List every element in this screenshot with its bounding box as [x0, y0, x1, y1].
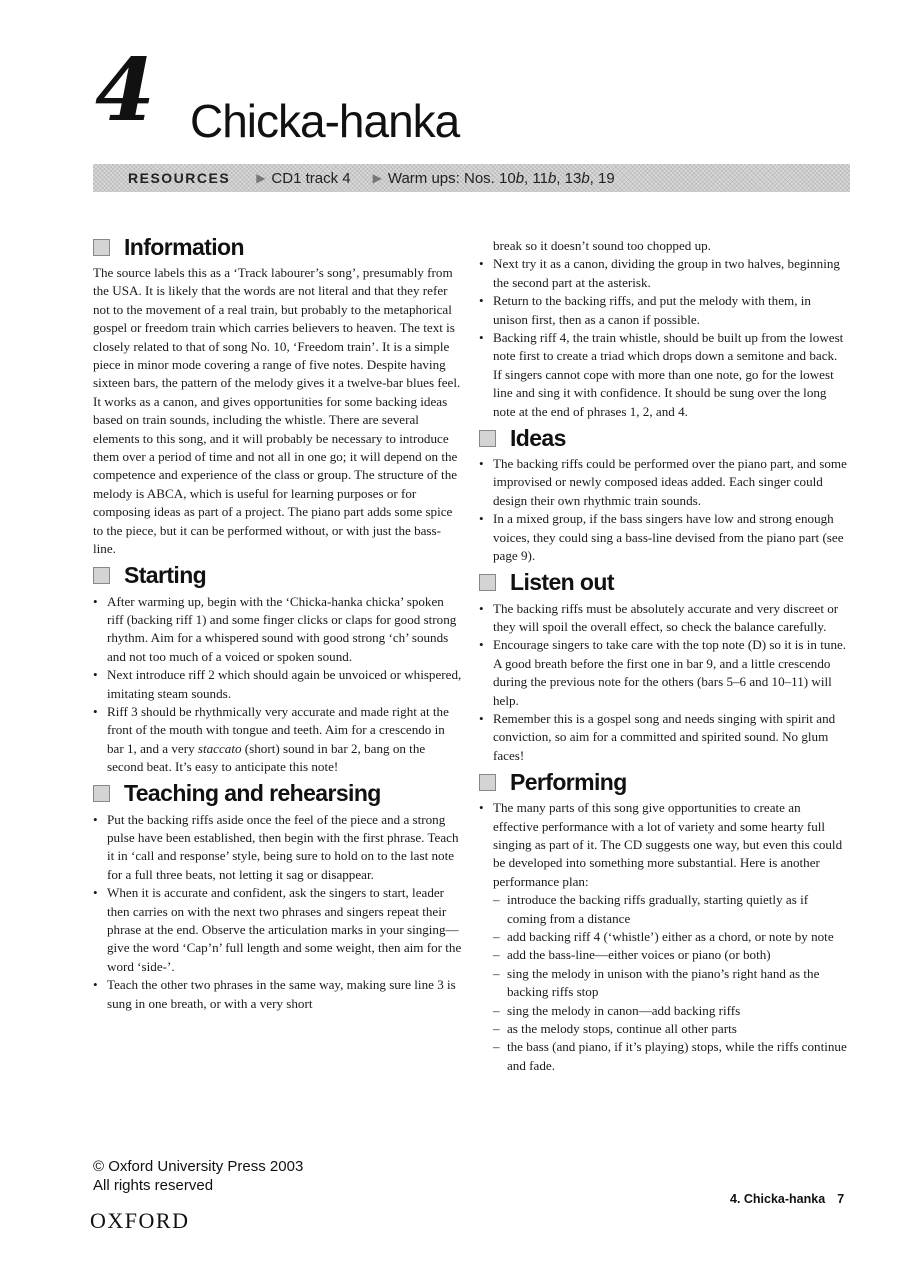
- teaching-continuation: break so it doesn’t sound too chopped up.: [493, 238, 711, 253]
- performance-plan-list: [479, 891, 847, 1075]
- right-triangle-icon: ▶: [256, 171, 266, 185]
- copyright-line: © Oxford University Press 2003: [93, 1158, 304, 1175]
- section-heading-teaching: Teaching and rehearsing: [93, 777, 463, 811]
- square-bullet-icon: [479, 430, 496, 447]
- square-bullet-icon: [479, 574, 496, 591]
- square-bullet-icon: [93, 567, 110, 584]
- resource-item-cd: [256, 170, 350, 187]
- list-item: – add backing riff 4 (‘whistle’) either as a chord, or note by note: [493, 928, 847, 946]
- list-item: – the bass (and piano, if it’s playing) stops, while the riffs continue and fade.: [493, 1038, 847, 1075]
- running-head: 4. Chicka-hanka: [730, 1192, 826, 1206]
- list-item: • After warming up, begin with the ‘Chicka-hanka chicka’ spoken riff (backing riff 1) and some finger clicks or claps for good strong rhythm. Aim for a whispered sound with good strong ‘ch’ sounds and not too much of a voiced or spoken sound.: [93, 593, 463, 667]
- list-item: • When it is accurate and confident, ask the singers to start, leader then carries on with the next two phrases and singers repeat their phrase at the end. Observe the articulation marks in your singing—give the word ‘Cap’n’ full length and some weight, then aim for the word ‘side-’.: [93, 884, 463, 976]
- list-item: • Remember this is a gospel song and needs singing with spirit and conviction, so aim for a committed and spirited sound. No glum faces!: [479, 710, 847, 765]
- list-item: • The many parts of this song give opportunities to create an effective performance with a lot of variety and some hearty full singing as part of it. The CD suggests one way, but even this could be developed into something more substantial. Here is another performance plan:: [479, 799, 847, 891]
- list-item: – sing the melody in canon—add backing riffs: [493, 1002, 847, 1020]
- resource-item-warmups: [373, 170, 615, 187]
- section-heading-information: Information: [93, 230, 463, 264]
- list-item: • Teach the other two phrases in the same way, making sure line 3 is sung in one breath, or with a very short: [93, 976, 463, 1013]
- resource-cd-text: CD1 track 4: [271, 169, 351, 187]
- list-item: • Riff 3 should be rhythmically very accurate and made right at the front of the mouth with tongue and teeth. Aim for a crescendo in bar 1, and a very staccato (short) sound in bar 2, bang on the second beat. It’s easy to anticipate this note!: [93, 703, 463, 777]
- list-item: • Next introduce riff 2 which should again be unvoiced or whispered, imitating steam sounds.: [93, 666, 463, 703]
- square-bullet-icon: [93, 785, 110, 802]
- list-item: – introduce the backing riffs gradually, starting quietly as if coming from a distance: [493, 891, 847, 928]
- information-body: The source labels this as a ‘Track labourer’s song’, presumably from the USA. It is likely that the words are not literal and that they refer not to the movement of a real train, but probably to the metaphorical gospel or freedom train which carries believers to heaven. The text is closely related to that of song No. 10, ‘Freedom train’. It is a simple piece in minor mode covering a range of five notes. Despite having sixteen bars, the pattern of the melody gives it a twelve-bar blues feel. It works as a canon, and gives opportunities for some backing ideas based on train sounds, including the whistle. There are several elements to this song, and it will probably be necessary to introduce them over a period of time and not all in one go; it will depend on the competence and experience of the class or group. The structure of the melody is ABCA, which is useful for learning purposes or for composing ideas as part of a project. The piano part adds some spice to the piece, but it can be performed without, or with just the bass-line.: [93, 265, 461, 557]
- section-heading-performing: Performing: [479, 765, 847, 799]
- section-heading-listen-out: Listen out: [479, 566, 847, 600]
- resource-warmups-text: Warm ups: Nos. 10b, 11b, 13b, 19: [387, 169, 615, 187]
- right-column: [479, 237, 847, 1075]
- right-triangle-icon: ▶: [372, 171, 382, 185]
- copyright-notice: [93, 1157, 303, 1195]
- chapter-title: Chicka-hanka: [190, 95, 460, 147]
- teaching-list-continued: [479, 255, 847, 421]
- list-item: • Backing riff 4, the train whistle, should be built up from the lowest note first to create a triad which drops down a semitone and back. If singers cannot cope with more than one note, go for the lowest line and sing it with confidence. It should be sung over the long note at the end of phrases 1, 2, and 4.: [479, 329, 847, 421]
- section-heading-ideas: Ideas: [479, 421, 847, 455]
- list-item: • Put the backing riffs aside once the feel of the piece and a strong pulse have been established, then begin with the first phrase. Teach it in ‘call and response’ style, being sure to hold on to the last note for a full three beats, not letting it sag or disappear.: [93, 811, 463, 885]
- list-item: • The backing riffs could be performed over the piano part, and some improvised or newly composed ideas added. Each singer could design their own rhythmic train sounds.: [479, 455, 847, 510]
- performing-list: [479, 799, 847, 891]
- left-column: [93, 230, 463, 1013]
- teaching-list: [93, 811, 463, 1013]
- square-bullet-icon: [479, 774, 496, 791]
- ideas-list: [479, 455, 847, 565]
- resources-label: RESOURCES: [128, 170, 231, 186]
- listen-out-list: [479, 600, 847, 766]
- starting-list: [93, 593, 463, 777]
- section-heading-starting: Starting: [93, 559, 463, 593]
- rights-line: All rights reserved: [93, 1177, 214, 1194]
- square-bullet-icon: [93, 239, 110, 256]
- list-item: • Return to the backing riffs, and put the melody with them, in unison first, then as a canon if possible.: [479, 292, 847, 329]
- list-item: – sing the melody in unison with the piano’s right hand as the backing riffs stop: [493, 965, 847, 1002]
- list-item: • Next try it as a canon, dividing the group in two halves, beginning the second part at the asterisk.: [479, 255, 847, 292]
- list-item: • The backing riffs must be absolutely accurate and very discreet or they will spoil the overall effect, so check the balance carefully.: [479, 600, 847, 637]
- page-number: 7: [837, 1192, 845, 1206]
- publisher-logo: OXFORD: [90, 1208, 190, 1233]
- list-item: • In a mixed group, if the bass singers have low and strong enough voices, they could sing a bass-line devised from the piano part (see page 9).: [479, 510, 847, 565]
- resources-bar: [93, 164, 850, 192]
- running-footer: [730, 1192, 844, 1206]
- chapter-number: 4: [95, 40, 155, 141]
- list-item: • Encourage singers to take care with the top note (D) so it is in tune. A good breath before the first one in bar 9, and a little crescendo during the previous note for the others (bars 5–6 and 10–11) will help.: [479, 636, 847, 710]
- list-item: – add the bass-line—either voices or piano (or both): [493, 946, 847, 964]
- list-item: – as the melody stops, continue all other parts: [493, 1020, 847, 1038]
